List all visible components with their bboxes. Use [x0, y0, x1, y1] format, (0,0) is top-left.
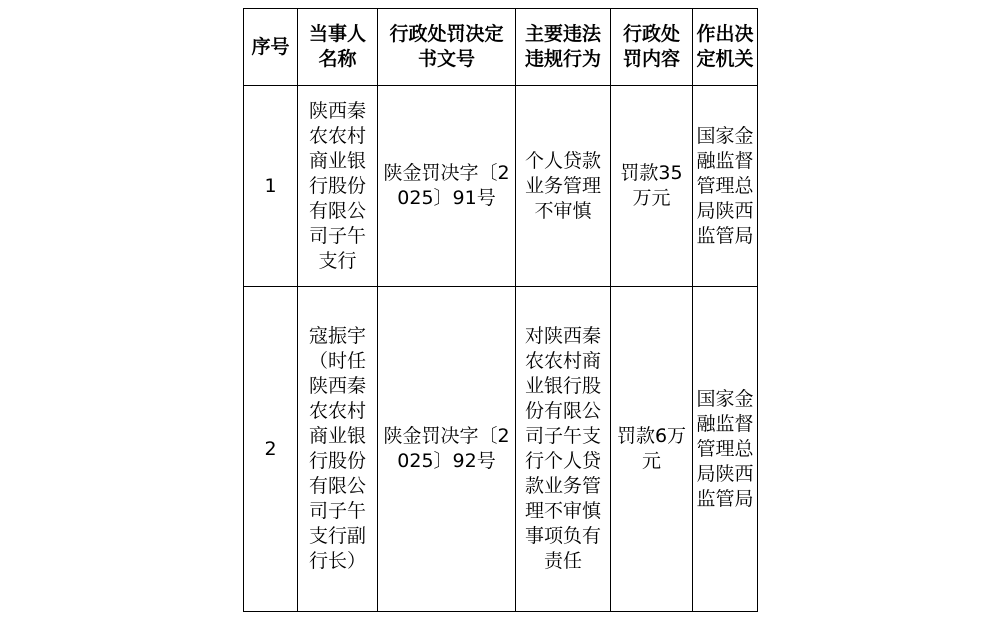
cell-authority: 国家金融监督管理总局陕西监管局 [693, 287, 758, 612]
cell-index: 2 [244, 287, 298, 612]
header-row [244, 9, 758, 86]
cell-index: 1 [244, 86, 298, 287]
header-party: 当事人名称 [298, 9, 378, 86]
header-violation: 主要违法违规行为 [516, 9, 611, 86]
cell-party: 寇振宇（时任陕西秦农农村商业银行股份有限公司子午支行副行长） [298, 287, 378, 612]
cell-violation: 个人贷款业务管理不审慎 [516, 86, 611, 287]
header-index: 序号 [244, 9, 298, 86]
cell-penalty: 罚款6万元 [611, 287, 693, 612]
cell-authority: 国家金融监督管理总局陕西监管局 [693, 86, 758, 287]
header-penalty: 行政处罚内容 [611, 9, 693, 86]
penalty-table [243, 8, 758, 612]
header-doc-no: 行政处罚决定书文号 [378, 9, 516, 86]
cell-doc-no: 陕金罚决字〔2025〕92号 [378, 287, 516, 612]
table-row [244, 287, 758, 612]
header-authority: 作出决定机关 [693, 9, 758, 86]
cell-violation: 对陕西秦农农村商业银行股份有限公司子午支行个人贷款业务管理不审慎事项负有责任 [516, 287, 611, 612]
cell-doc-no: 陕金罚决字〔2025〕91号 [378, 86, 516, 287]
cell-penalty: 罚款35万元 [611, 86, 693, 287]
cell-party: 陕西秦农农村商业银行股份有限公司子午支行 [298, 86, 378, 287]
table-row [244, 86, 758, 287]
